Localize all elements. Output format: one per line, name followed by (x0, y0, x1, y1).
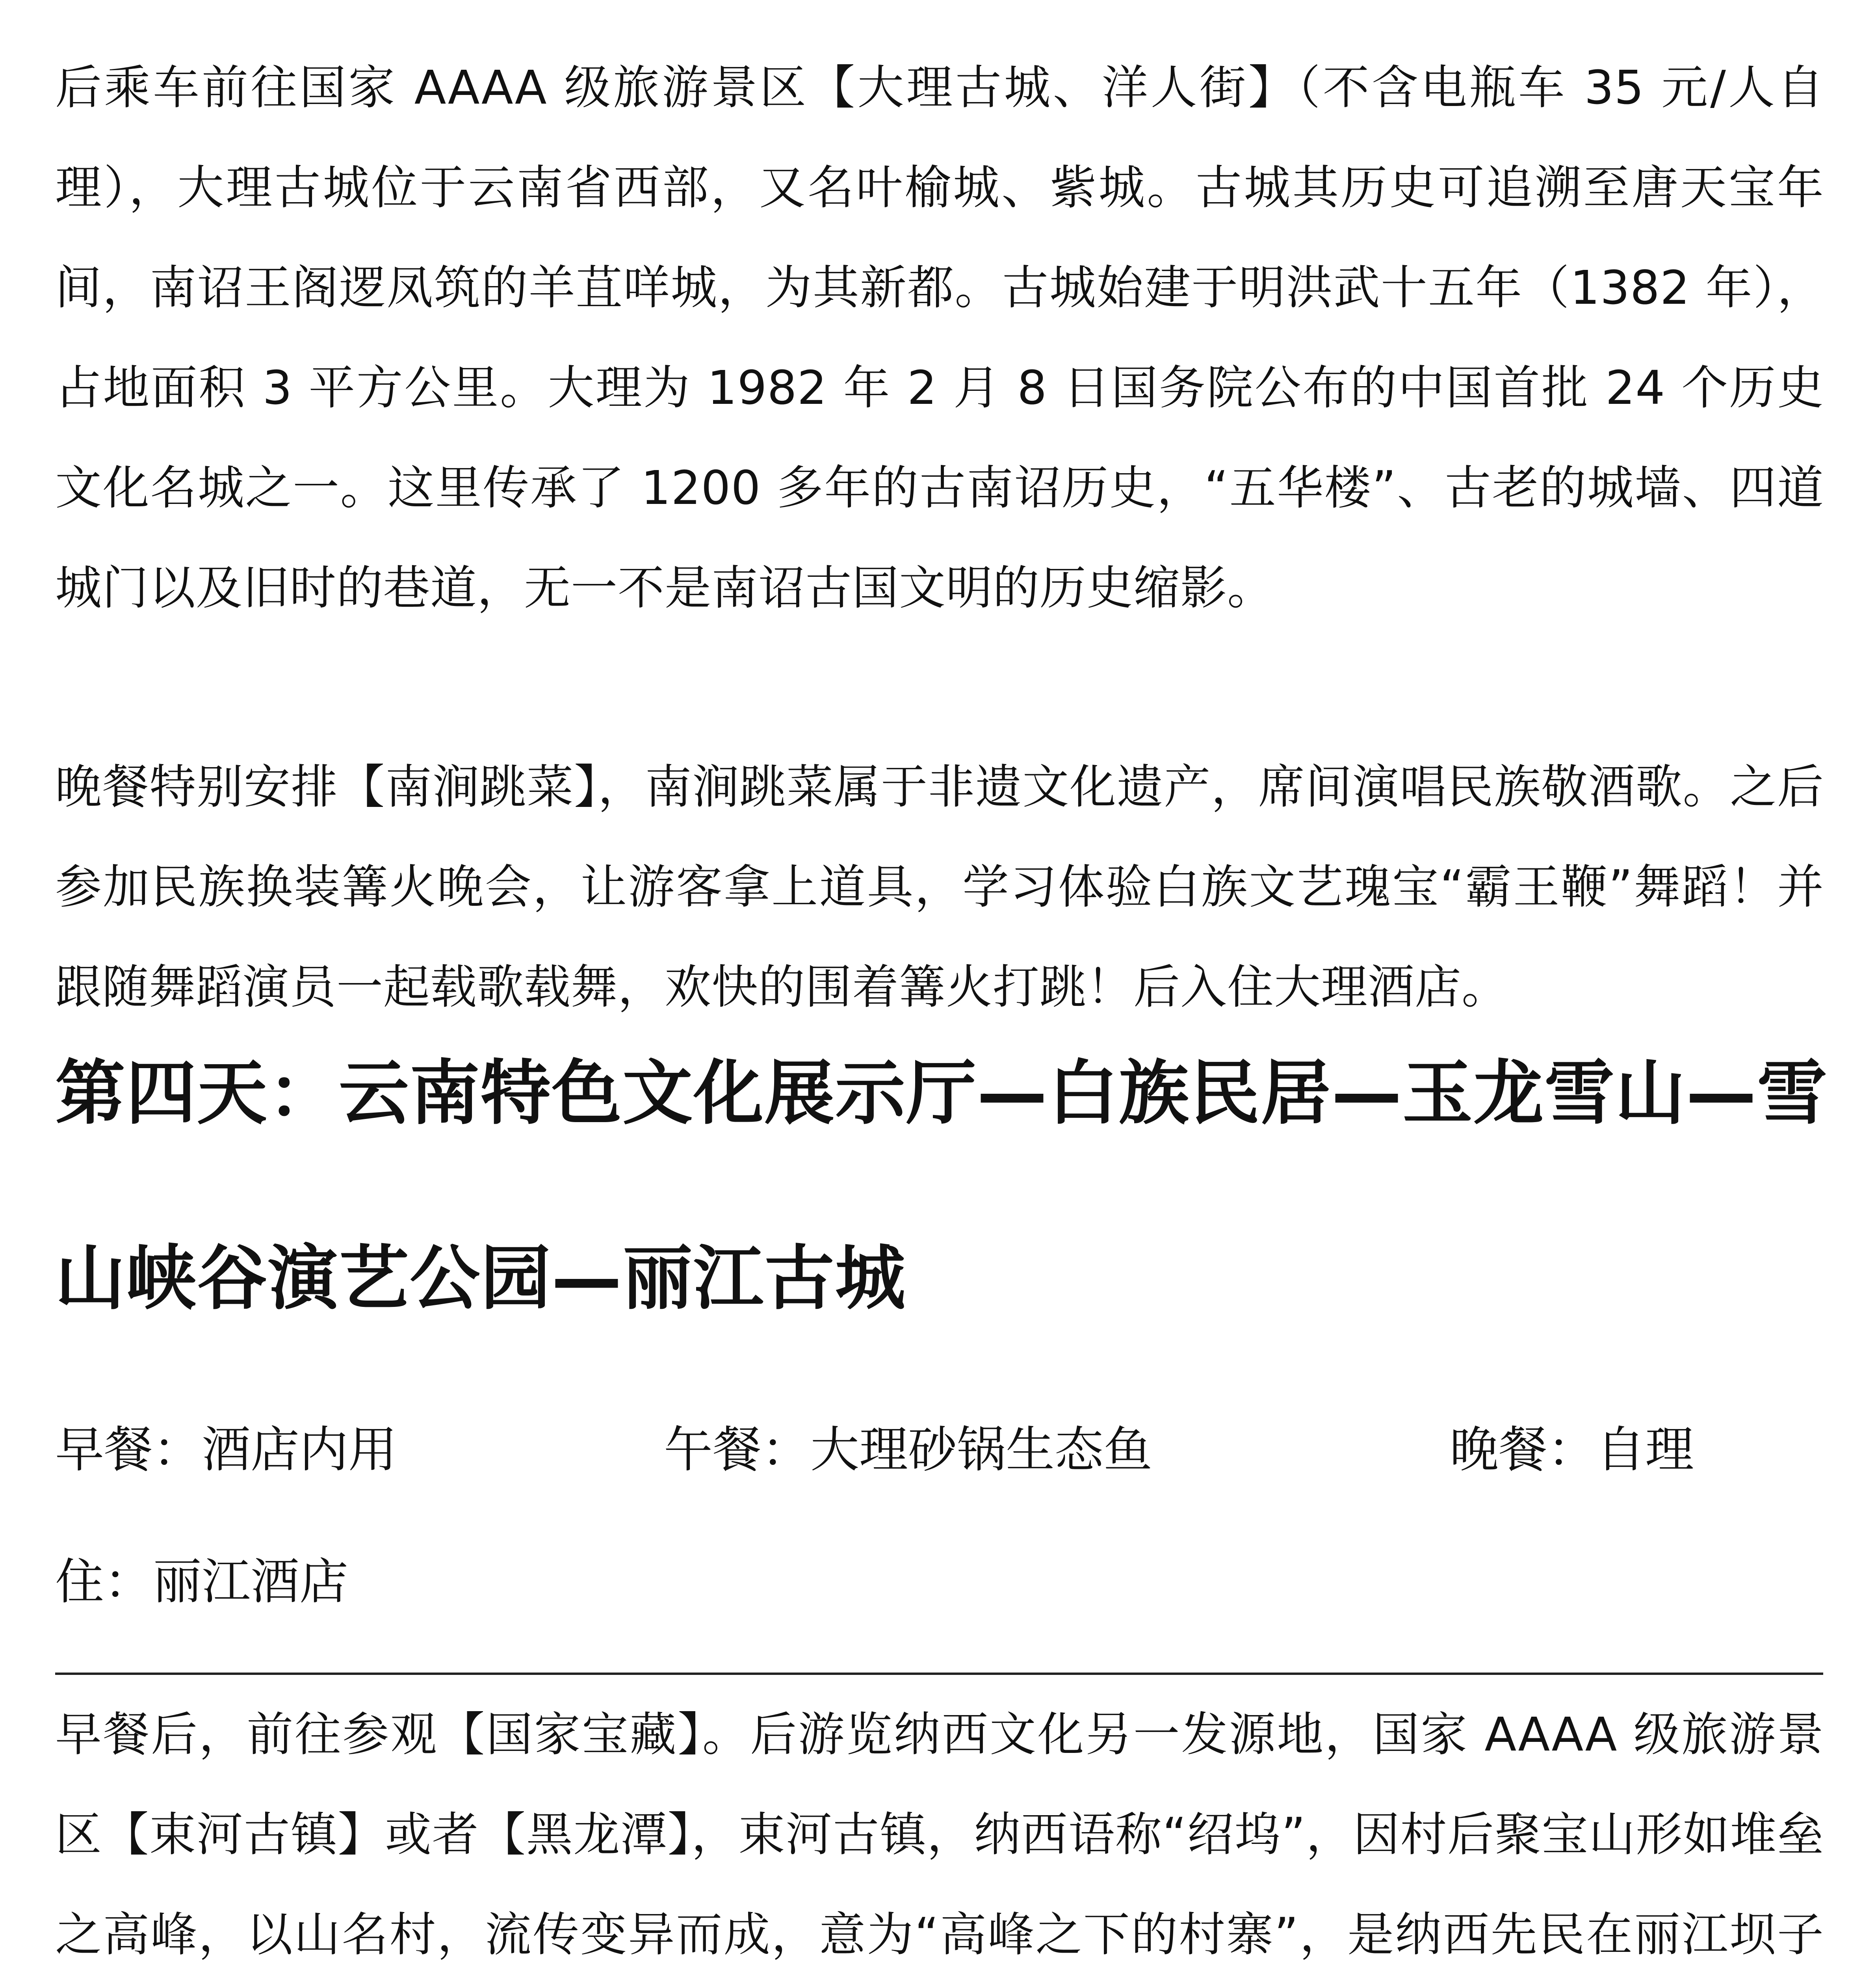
dali-old-town-paragraph: 后乘车前往国家 AAAA 级旅游景区【大理古城、洋人街】（不含电瓶车 35 元/人自理），大理古城位于云南省西部，又名叶榆城、紫城。古城其历史可追溯至唐天宝年间，南诏王阁逻凤筑的羊苴咩城，为其新都。古城始建于明洪武十五年（1382 年），占地面积 3 平方公里。大理为 1982 年 2 月 8 日国务院公布的中国首批 24 个历史文化名城之一。这里传承了 1200 多年的古南诏历史，“五华楼”、古老的城墙、四道城门以及旧时的巷道，无一不是南诏古国文明的历史缩影。 (55, 60, 1824, 615)
nanjian-dinner-paragraph: 晚餐特别安排【南涧跳菜】，南涧跳菜属于非遗文化遗产，席间演唱民族敬酒歌。之后参加民族换装篝火晚会，让游客拿上道具，学习体验白族文艺瑰宝“霸王鞭”舞蹈！并跟随舞蹈演员一起载歌载舞，欢快的围着篝火打跳！后入住大理酒店。 (55, 760, 1824, 1014)
day-four-heading: 第四天：云南特色文化展示厅—白族民居—玉龙雪山—雪山峡谷演艺公园—丽江古城 (55, 1052, 1828, 1319)
shuhe-town-paragraph: 早餐后，前往参观【国家宝藏】。后游览纳西文化另一发源地，国家 AAAA 级旅游景区【束河古镇】或者【黑龙潭】，束河古镇，纳西语称“绍坞”，因村后聚宝山形如堆垒之高峰，以山名村，流传变异而成，意为“高峰之下的村寨”，是纳西先民在丽江坝子 (55, 1707, 1824, 1962)
lunch-info: 午餐：大理砂锅生态鱼 (664, 1422, 1153, 1478)
breakfast-info: 早餐：酒店内用 (55, 1422, 397, 1478)
accommodation-info: 住：丽江酒店 (55, 1554, 349, 1610)
dinner-info: 晚餐：自理 (1450, 1422, 1694, 1478)
section-divider (55, 1673, 1823, 1675)
